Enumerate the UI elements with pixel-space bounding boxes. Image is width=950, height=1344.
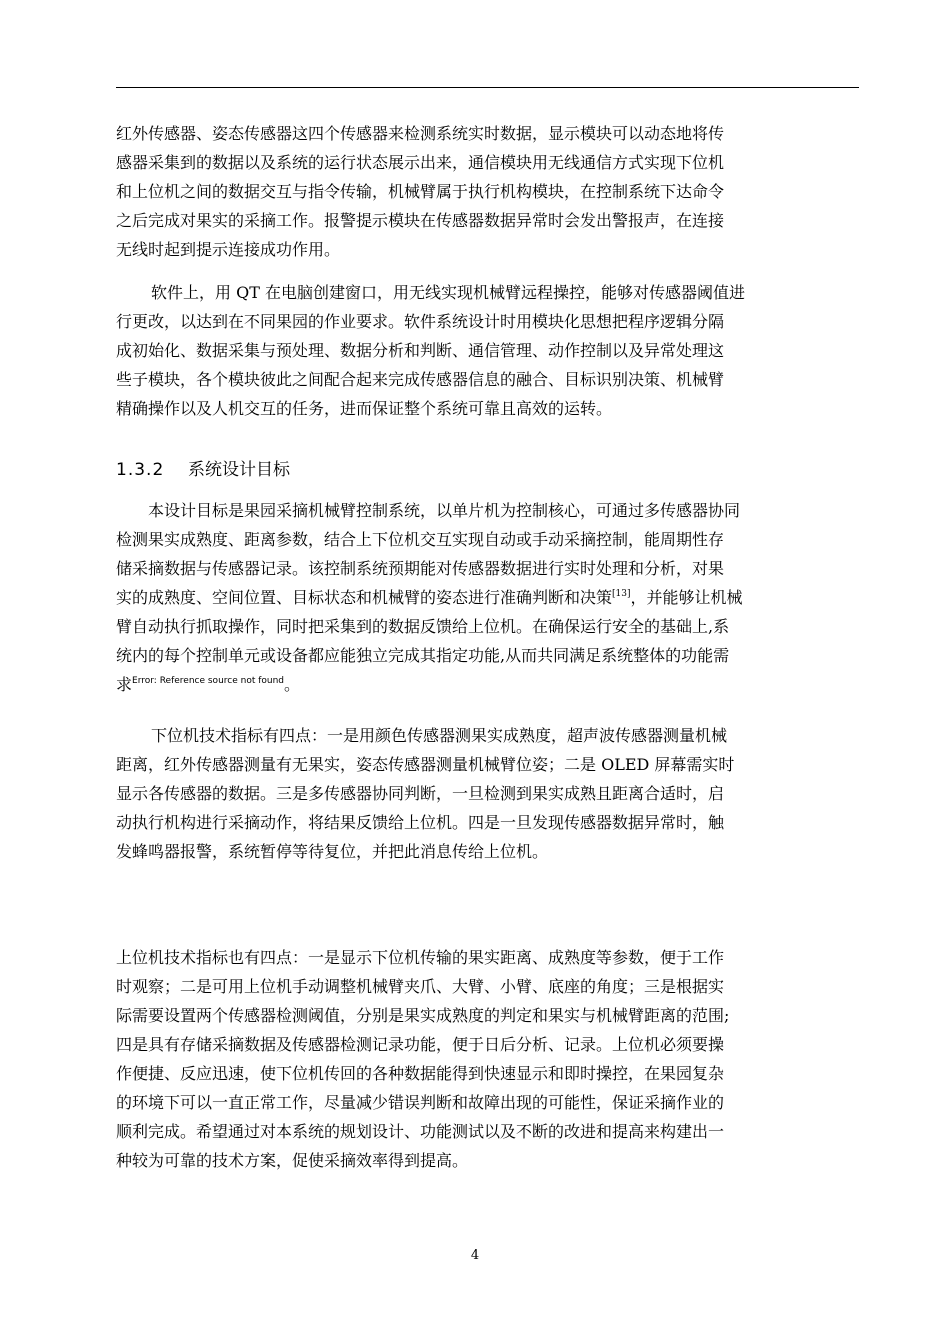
text-line: 红外传感器、姿态传感器这四个传感器来检测系统实时数据，显示模块可以动态地将传 <box>116 124 725 143</box>
text-line: 际需要设置两个传感器检测阈值，分别是果实成熟度的判定和果实与机械臂距离的范围; <box>116 1006 730 1025</box>
text-line: 动执行机构进行采摘动作，将结果反馈给上位机。四是一旦发现传感器数据异常时，触 <box>116 813 725 832</box>
reference-error: Error: Reference source not found <box>132 676 285 686</box>
text-line: 软件上，用 QT 在电脑创建窗口，用无线实现机械臂远程操控，能够对传感器阈值进 <box>151 283 745 302</box>
text-line: 种较为可靠的技术方案，促使采摘效率得到提高。 <box>116 1151 469 1170</box>
text-line: 时观察；二是可用上位机手动调整机械臂夹爪、大臂、小臂、底座的角度；三是根据实 <box>116 977 725 996</box>
text-line: 检测果实成熟度、距离参数，结合上下位机交互实现自动或手动采摘控制，能周期性存 <box>116 530 725 549</box>
section-title: 系统设计目标 <box>188 460 290 480</box>
text-line: 无线时起到提示连接成功作用。 <box>116 240 341 259</box>
text-line: 储采摘数据与传感器记录。该控制系统预期能对传感器数据进行实时处理和分析，对果 <box>116 559 725 578</box>
text-line <box>116 583 861 612</box>
text-line: 臂自动执行抓取操作，同时把采集到的数据反馈给上位机。在确保运行安全的基础上,系 <box>116 617 730 636</box>
section-heading <box>116 457 290 483</box>
text-line: 下位机技术指标有四点：一是用颜色传感器测果实成熟度，超声波传感器测量机械 <box>151 726 728 745</box>
text-line: 感器采集到的数据以及系统的运行状态展示出来，通信模块用无线通信方式实现下位机 <box>116 153 725 172</box>
page-number: 4 <box>470 1248 480 1263</box>
text-segment: 。 <box>284 675 301 694</box>
text-line: 的环境下可以一直正常工作，尽量减少错误判断和故障出现的可能性，保证采摘作业的 <box>116 1093 725 1112</box>
text-line: 发蜂鸣器报警，系统暂停等待复位，并把此消息传给上位机。 <box>116 842 549 861</box>
text-line: 本设计目标是果园采摘机械臂控制系统，以单片机为控制核心，可通过多传感器协同 <box>148 501 741 520</box>
text-segment: 实的成熟度、空间位置、目标状态和机械臂的姿态进行准确判断和决策 <box>116 588 613 607</box>
paragraph-1 <box>116 119 861 264</box>
citation: [13] <box>612 589 631 599</box>
text-line: 顺利完成。希望通过对本系统的规划设计、功能测试以及不断的改进和提高来构建出一 <box>116 1122 725 1141</box>
text-line: 些子模块，各个模块彼此之间配合起来完成传感器信息的融合、目标识别决策、机械臂 <box>116 370 725 389</box>
text-line: 四是具有存储采摘数据及传感器检测记录功能，便于日后分析、记录。上位机必须要操 <box>116 1035 725 1054</box>
header-rule <box>116 87 859 88</box>
text-line: 距离，红外传感器测量有无果实，姿态传感器测量机械臂位姿；二是 OLED 屏幕需实时 <box>116 755 735 774</box>
text-line: 和上位机之间的数据交互与指令传输，机械臂属于执行机构模块，在控制系统下达命令 <box>116 182 725 201</box>
text-segment: ，并能够让机械 <box>630 588 743 607</box>
text-line: 显示各传感器的数据。三是多传感器协同判断，一旦检测到果实成熟且距离合适时，启 <box>116 784 725 803</box>
text-line <box>116 670 861 699</box>
paragraph-5 <box>116 943 861 1175</box>
section-number: 1.3.2 <box>116 460 165 480</box>
paragraph-4 <box>116 721 861 866</box>
text-line: 之后完成对果实的采摘工作。报警提示模块在传感器数据异常时会发出警报声，在连接 <box>116 211 725 230</box>
text-line: 统内的每个控制单元或设备都应能独立完成其指定功能,从而共同满足系统整体的功能需 <box>116 646 730 665</box>
text-line: 作便捷、反应迅速，使下位机传回的各种数据能得到快速显示和即时操控，在果园复杂 <box>116 1064 725 1083</box>
text-line: 成初始化、数据采集与预处理、数据分析和判断、通信管理、动作控制以及异常处理这 <box>116 341 725 360</box>
paragraph-3 <box>116 496 861 699</box>
text-line: 行更改，以达到在不同果园的作业要求。软件系统设计时用模块化思想把程序逻辑分隔 <box>116 312 725 331</box>
paragraph-2 <box>116 278 861 423</box>
text-line: 上位机技术指标也有四点：一是显示下位机传输的果实距离、成熟度等参数，便于工作 <box>116 948 725 967</box>
text-line: 精确操作以及人机交互的任务，进而保证整个系统可靠且高效的运转。 <box>116 399 613 418</box>
text-segment: 求 <box>116 675 133 694</box>
